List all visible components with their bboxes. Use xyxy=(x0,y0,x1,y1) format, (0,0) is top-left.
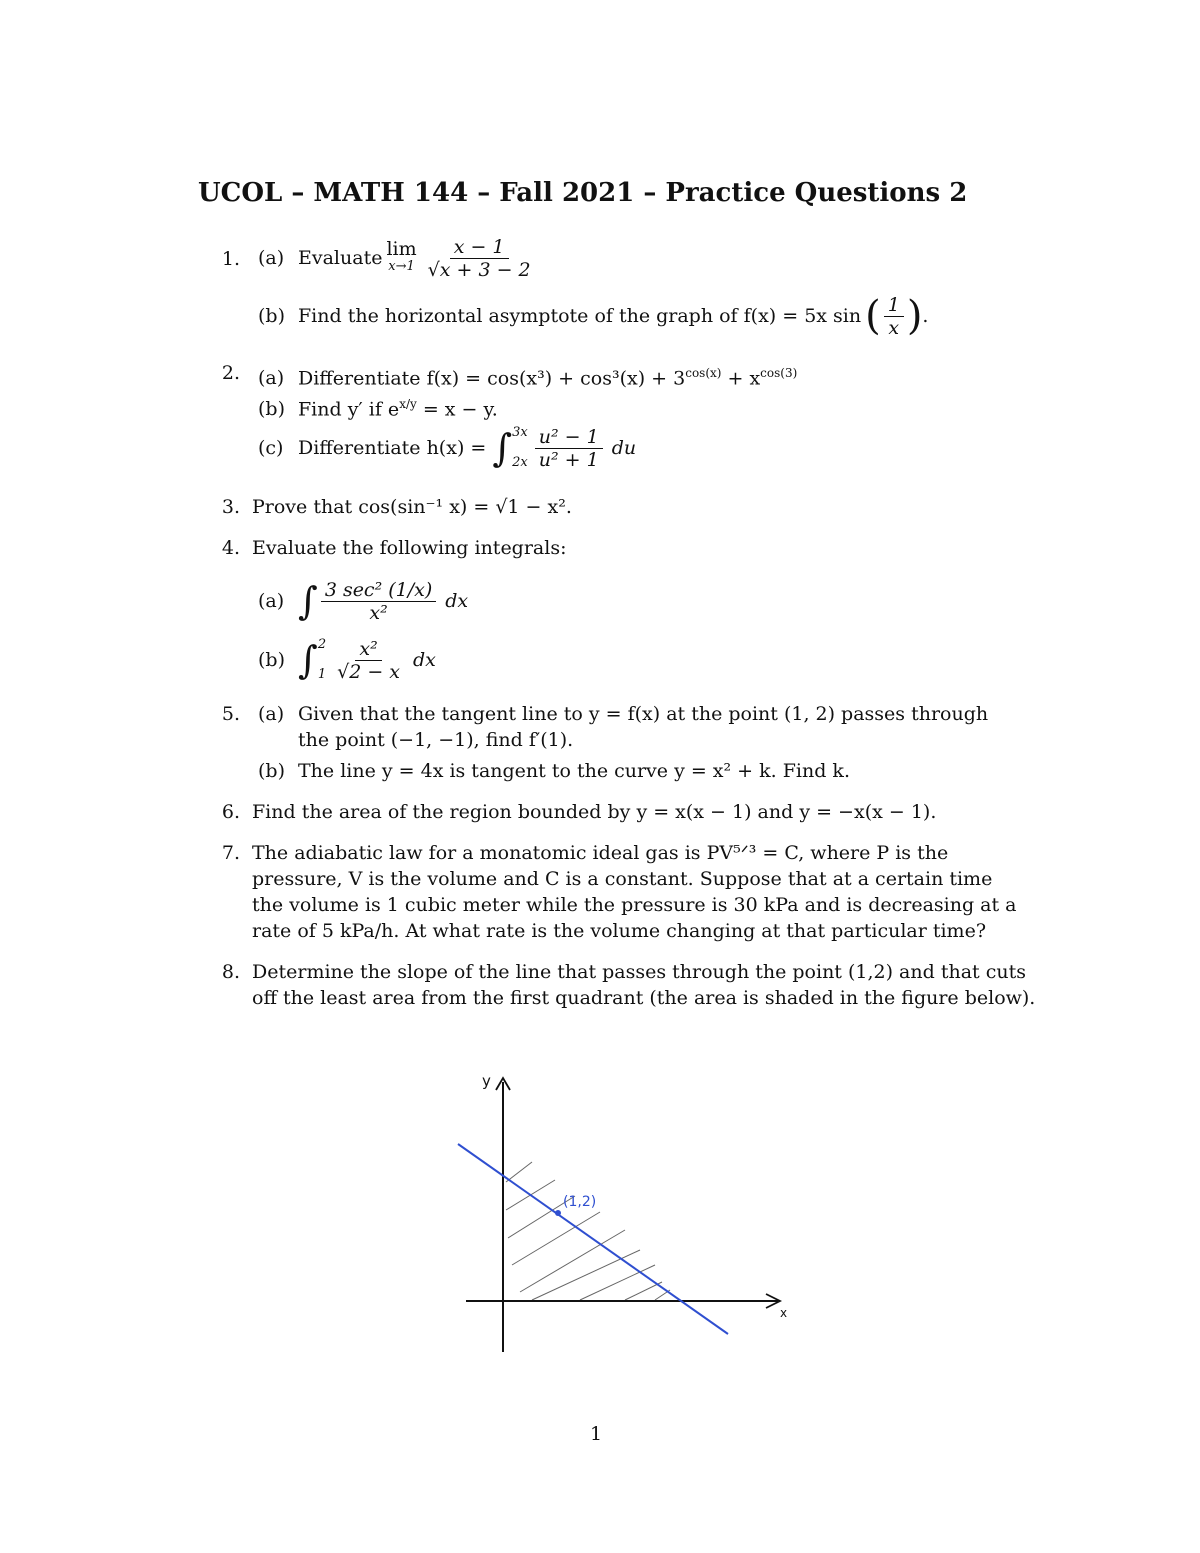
q2a-mid: + x xyxy=(721,367,761,390)
q5a-label: (a) xyxy=(258,703,285,725)
q1b-text: Find the horizontal asymptote of the graph of f(x) = 5x sin xyxy=(298,305,862,327)
q2a-sup2: cos(3) xyxy=(760,366,798,380)
q2a-text: Differentiate f(x) = cos(x³) + cos³(x) + 3 xyxy=(298,367,686,390)
q3-text: Prove that cos(sin⁻¹ x) = √1 − x². xyxy=(252,496,572,518)
q1a-label: (a) xyxy=(258,247,285,269)
hatch-lines xyxy=(506,1162,670,1300)
q6-text: Find the area of the region bounded by y = x(x − 1) and y = −x(x − 1). xyxy=(252,801,937,823)
q6-number: 6. xyxy=(221,801,240,823)
page-number: 1 xyxy=(590,1423,603,1445)
q2-number: 2. xyxy=(221,362,240,384)
q1b-denominator: x xyxy=(888,316,900,339)
q4b xyxy=(258,630,436,690)
q5a-line1: Given that the tangent line to y = f(x) at the point (1, 2) passes through xyxy=(298,703,989,725)
q2c-upper: 3x xyxy=(512,425,528,440)
q2c-denominator: u² + 1 xyxy=(538,448,599,471)
q2a-sup1: cos(x) xyxy=(685,366,722,380)
q2c-lower: 2x xyxy=(512,455,528,470)
q4-text: Evaluate the following integrals: xyxy=(252,537,567,559)
y-axis-label: y xyxy=(482,1072,491,1090)
q1a-lim-word: lim xyxy=(386,238,417,260)
q7-line: the volume is 1 cubic meter while the pressure is 30 kPa and is decreasing at a xyxy=(252,894,1017,916)
q1a xyxy=(258,226,538,290)
q4b-fraction xyxy=(333,638,404,683)
q1a-denominator: √x + 3 − 2 xyxy=(427,258,531,281)
page-title: UCOL – MATH 144 – Fall 2021 – Practice Questions 2 xyxy=(198,178,968,208)
q4b-dx: dx xyxy=(413,649,436,671)
q2b-text1: Find y′ if e xyxy=(298,398,400,421)
q2c-fraction xyxy=(535,426,603,471)
q1-number: 1. xyxy=(221,248,240,270)
q4b-label: (b) xyxy=(258,649,285,671)
q4-number: 4. xyxy=(221,537,240,559)
q4a-label: (a) xyxy=(258,590,285,612)
q2c-text: Differentiate h(x) = xyxy=(298,437,487,459)
q2a xyxy=(258,360,797,391)
q4b-denominator: √2 − x xyxy=(337,660,401,683)
q7-line: The adiabatic law for a monatomic ideal gas is PV⁵ᐟ³ = C, where P is the xyxy=(252,842,949,864)
integral-sign: ∫ xyxy=(298,638,318,682)
q2a-label: (a) xyxy=(258,367,285,390)
q4b-numerator: x² xyxy=(355,638,381,661)
q1a-numerator: x − 1 xyxy=(450,236,509,259)
q7-line: pressure, V is the volume and C is a constant. Suppose that at a certain time xyxy=(252,868,993,890)
q8-line: Determine the slope of the line that passes through the point (1,2) and that cuts xyxy=(252,961,1026,983)
q4a xyxy=(258,570,468,632)
q5a-line2: the point (−1, −1), find f′(1). xyxy=(298,729,574,751)
q2b-text2: = x − y. xyxy=(416,398,498,421)
tangent-line xyxy=(458,1144,728,1334)
q4b-upper: 2 xyxy=(317,637,327,652)
q4b-limits xyxy=(318,632,326,688)
q1b-label: (b) xyxy=(258,305,285,327)
point-label: (1,2) xyxy=(563,1194,597,1210)
period: . xyxy=(922,305,929,327)
q2b-sup: x/y xyxy=(399,397,417,411)
q5b-text: The line y = 4x is tangent to the curve y = x² + k. Find k. xyxy=(298,760,850,782)
q3-number: 3. xyxy=(221,496,240,518)
q4a-dx: dx xyxy=(445,590,469,612)
q1a-fraction xyxy=(424,236,535,281)
integral-sign: ∫ xyxy=(492,426,513,470)
q7-number: 7. xyxy=(221,842,240,864)
q4a-denominator: x² xyxy=(369,601,388,624)
q1a-lim-sub: x→1 xyxy=(388,259,415,274)
q2b-label: (b) xyxy=(258,398,285,421)
tangent-line-figure xyxy=(450,1060,800,1360)
q1b-fraction xyxy=(884,294,904,339)
left-paren: ( xyxy=(865,293,881,339)
integral-sign: ∫ xyxy=(298,579,318,623)
q1a-text: Evaluate xyxy=(298,247,383,269)
q1b xyxy=(258,288,928,344)
q2c-label: (c) xyxy=(258,437,284,459)
right-paren: ) xyxy=(906,293,923,339)
q8-line: off the least area from the first quadrant (the area is shaded in the figure below). xyxy=(252,987,1036,1009)
q2c-du: du xyxy=(611,437,637,459)
q1a-limit xyxy=(386,240,416,276)
x-axis-label: x xyxy=(780,1306,788,1320)
q5-number: 5. xyxy=(221,703,240,725)
q4a-numerator: 3 sec² (1/x) xyxy=(321,579,436,602)
q4b-lower: 1 xyxy=(317,667,327,682)
point-marker xyxy=(555,1210,561,1216)
q2c-limits xyxy=(512,420,528,476)
q7-line: rate of 5 kPa/h. At what rate is the volume changing at that particular time? xyxy=(252,920,987,942)
q5b-label: (b) xyxy=(258,760,285,782)
q2c-numerator: u² − 1 xyxy=(535,426,603,449)
q8-number: 8. xyxy=(221,961,240,983)
q4a-fraction xyxy=(321,579,436,624)
q2c xyxy=(258,418,636,478)
q1b-numerator: 1 xyxy=(884,294,904,317)
